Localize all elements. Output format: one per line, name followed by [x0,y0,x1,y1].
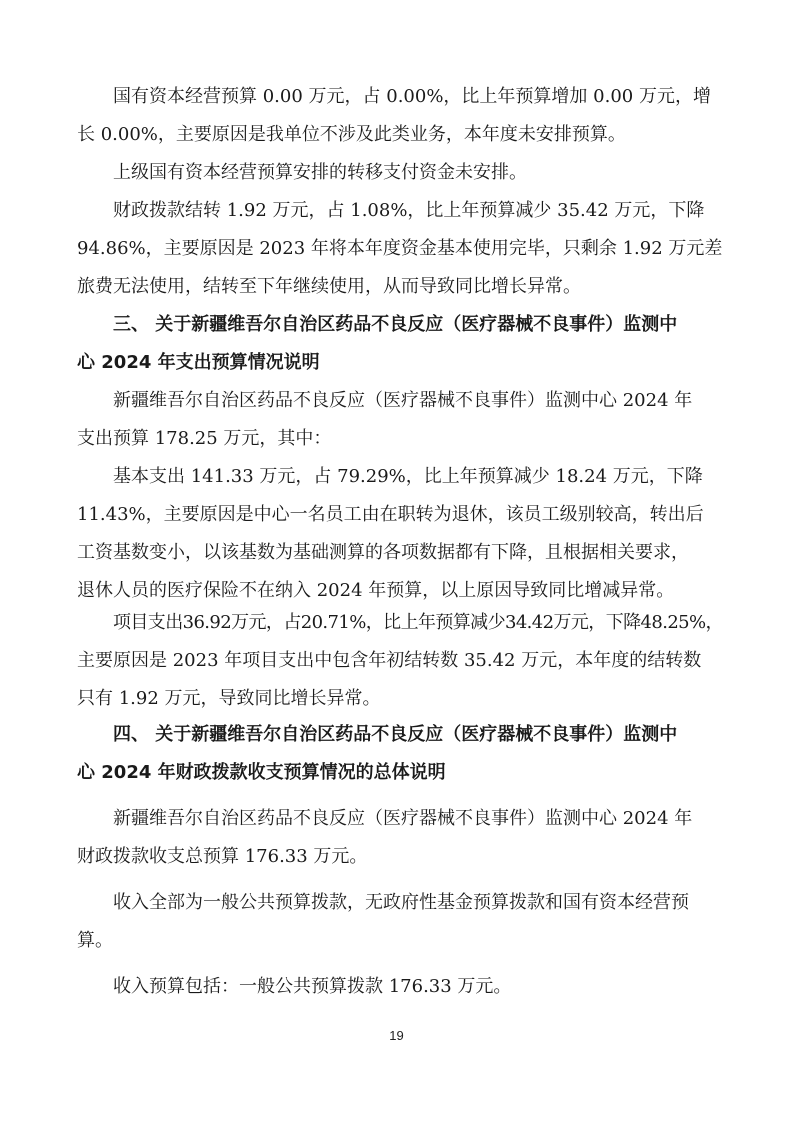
text-line: 退休人员的医疗保险不在纳入 2024 年预算，以上原因导致同比增减异常。 [77,580,675,601]
paragraph-project-expenditure [77,604,723,718]
heading-line: 心 2024 年支出预算情况说明 [77,352,320,373]
paragraph-basic-expenditure [77,458,713,610]
text-line: 主要原因是 2023 年项目支出中包含年初结转数 35.42 万元，本年度的结转数 [77,650,702,671]
text-line: 算。 [77,930,113,951]
heading-line: 三、 关于新疆维吾尔自治区药品不良反应（医疗器械不良事件）监测中 [113,314,678,335]
text-line: 94.86%，主要原因是 2023 年将本年度资金基本使用完毕，只剩余 1.92 万元差 [77,238,723,259]
text-line: 支出预算 178.25 万元，其中： [77,428,332,449]
text-line: 国有资本经营预算 0.00 万元，占 0.00%，比上年预算增加 0.00 万元，增 [113,86,711,107]
text-line: 收入预算包括：一般公共预算拨款 176.33 万元。 [113,976,512,997]
text-line: 财政拨款收支总预算 176.33 万元。 [77,846,368,867]
paragraph-expenditure-total [77,382,713,458]
heading-line: 心 2024 年财政拨款收支预算情况的总体说明 [77,762,446,783]
paragraph-transfer-payment [113,154,713,192]
paragraph-state-capital-budget [77,78,713,154]
text-line: 11.43%，主要原因是中心一名员工由在职转为退休，该员工级别较高，转出后 [77,504,704,525]
heading-line: 四、 关于新疆维吾尔自治区药品不良反应（医疗器械不良事件）监测中 [113,724,678,745]
paragraph-fiscal-total [77,800,713,876]
paragraph-income-source [77,884,713,960]
section-heading-4 [77,716,713,792]
text-line: 上级国有资本经营预算安排的转移支付资金未安排。 [113,162,527,183]
paragraph-carryover [77,192,723,306]
text-line: 旅费无法使用，结转至下年继续使用，从而导致同比增长异常。 [77,276,581,297]
text-line: 新疆维吾尔自治区药品不良反应（医疗器械不良事件）监测中心 2024 年 [113,808,693,829]
text-line: 财政拨款结转 1.92 万元，占 1.08%，比上年预算减少 35.42 万元，下降 [113,200,705,221]
text-line: 项目支出36.92万元，占20.71%，比上年预算减少34.42万元，下降48.25%， [113,612,723,633]
text-line: 工资基数变小，以该基数为基础测算的各项数据都有下降，且根据相关要求， [77,542,689,563]
section-heading-3 [77,306,713,382]
text-line: 只有 1.92 万元，导致同比增长异常。 [77,688,381,709]
text-line: 新疆维吾尔自治区药品不良反应（医疗器械不良事件）监测中心 2024 年 [113,390,693,411]
page-number: 19 [389,1028,404,1043]
paragraph-income-budget [113,968,713,1006]
text-line: 收入全部为一般公共预算拨款，无政府性基金预算拨款和国有资本经营预 [113,892,689,913]
text-line: 长 0.00%，主要原因是我单位不涉及此类业务，本年度未安排预算。 [77,124,626,145]
text-line: 基本支出 141.33 万元，占 79.29%，比上年预算减少 18.24 万元，下降 [113,466,703,487]
